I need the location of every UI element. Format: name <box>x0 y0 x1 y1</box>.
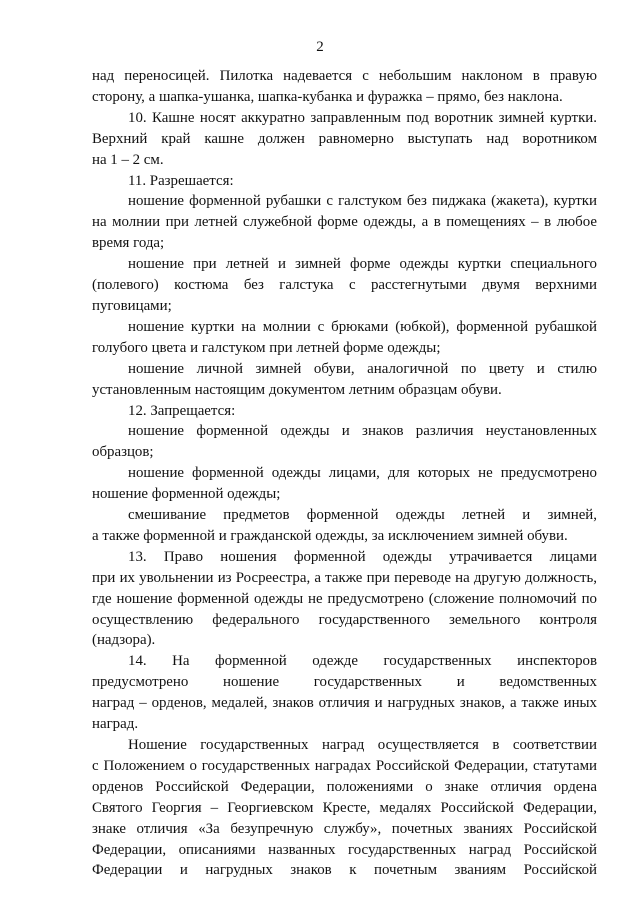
page-number: 2 <box>316 39 324 55</box>
text-line: на 1 – 2 см. <box>92 151 164 168</box>
text-line: ношение форменной рубашки с галстуком без пиджака (жакета), куртки <box>128 193 597 210</box>
text-line: Федерации и нагрудных знаков к почетным званиям Российской <box>92 862 597 879</box>
text-line: Святого Георгия – Георгиевском Кресте, медалях Российской Федерации, <box>92 799 597 816</box>
text-line: где ношение форменной одежды не предусмотрено (сложение полномочий по <box>92 590 597 607</box>
text-line: (полевого) костюма без галстука с расстегнутыми двумя верхними <box>92 277 597 294</box>
text-line: ношение форменной одежды; <box>92 486 281 503</box>
text-line: Верхний край кашне должен равномерно выступать над воротником <box>92 130 597 147</box>
text-line: установленным настоящим документом летним образцам обуви. <box>92 381 502 398</box>
document-text <box>92 66 597 881</box>
text-line: 12. Запрещается: <box>128 402 236 419</box>
text-line: (надзора). <box>92 632 156 649</box>
text-line: 13. Право ношения форменной одежды утрачивается лицами <box>128 548 597 565</box>
text-line: Ношение государственных наград осуществляется в соответствии <box>128 737 597 753</box>
text-line: ношение форменной одежды лицами, для которых не предусмотрено <box>128 465 597 482</box>
text-line: наград – орденов, медалей, знаков отличия и нагрудных знаков, а также иных <box>92 695 597 712</box>
text-line: Федерации, описаниями названных государственных наград Российской <box>92 841 597 858</box>
text-line: смешивание предметов форменной одежды летней и зимней, <box>128 507 597 524</box>
text-line: ношение личной зимней обуви, аналогичной по цвету и стилю <box>128 360 597 377</box>
document-body <box>92 66 597 881</box>
text-line: пуговицами; <box>92 297 172 314</box>
text-line: образцов; <box>92 444 154 461</box>
text-line: голубого цвета и галстуком при летней форме одежды; <box>92 339 441 356</box>
text-line: орденов Российской Федерации, положениями о знаке отличия ордена <box>92 778 597 795</box>
text-line: ношение куртки на молнии с брюками (юбкой), форменной рубашкой <box>128 318 597 335</box>
text-line: знаке отличия «За безупречную службу», почетных званиях Российской <box>92 820 597 837</box>
text-line: ношение при летней и зимней форме одежды куртки специального <box>128 256 597 273</box>
text-line: наград. <box>92 716 139 733</box>
text-line: сторону, а шапка-ушанка, шапка-кубанка и фуражка – прямо, без наклона. <box>92 88 563 105</box>
text-line: осуществлению федерального государственного земельного контроля <box>92 611 597 628</box>
text-line: ношение форменной одежды и знаков различия неустановленных <box>128 423 597 440</box>
text-line: 14. На форменной одежде государственных инспекторов <box>128 653 597 670</box>
text-line: а также форменной и гражданской одежды, за исключением зимней обуви. <box>92 527 568 544</box>
text-line: на молнии при летней служебной форме одежды, а в помещениях – в любое <box>92 214 597 231</box>
text-line: предусмотрено ношение государственных и ведомственных <box>92 674 597 691</box>
text-line: над переносицей. Пилотка надевается с небольшим наклоном в правую <box>92 68 597 84</box>
text-line: при их увольнении из Росреестра, а также при переводе на другую должность, <box>92 569 597 586</box>
text-line: 11. Разрешается: <box>128 172 234 189</box>
text-line: 10. Кашне носят аккуратно заправленным под воротник зимней куртки. <box>128 109 597 126</box>
text-line: время года; <box>92 235 165 252</box>
text-line: с Положением о государственных наградах Российской Федерации, статутами <box>92 757 597 774</box>
